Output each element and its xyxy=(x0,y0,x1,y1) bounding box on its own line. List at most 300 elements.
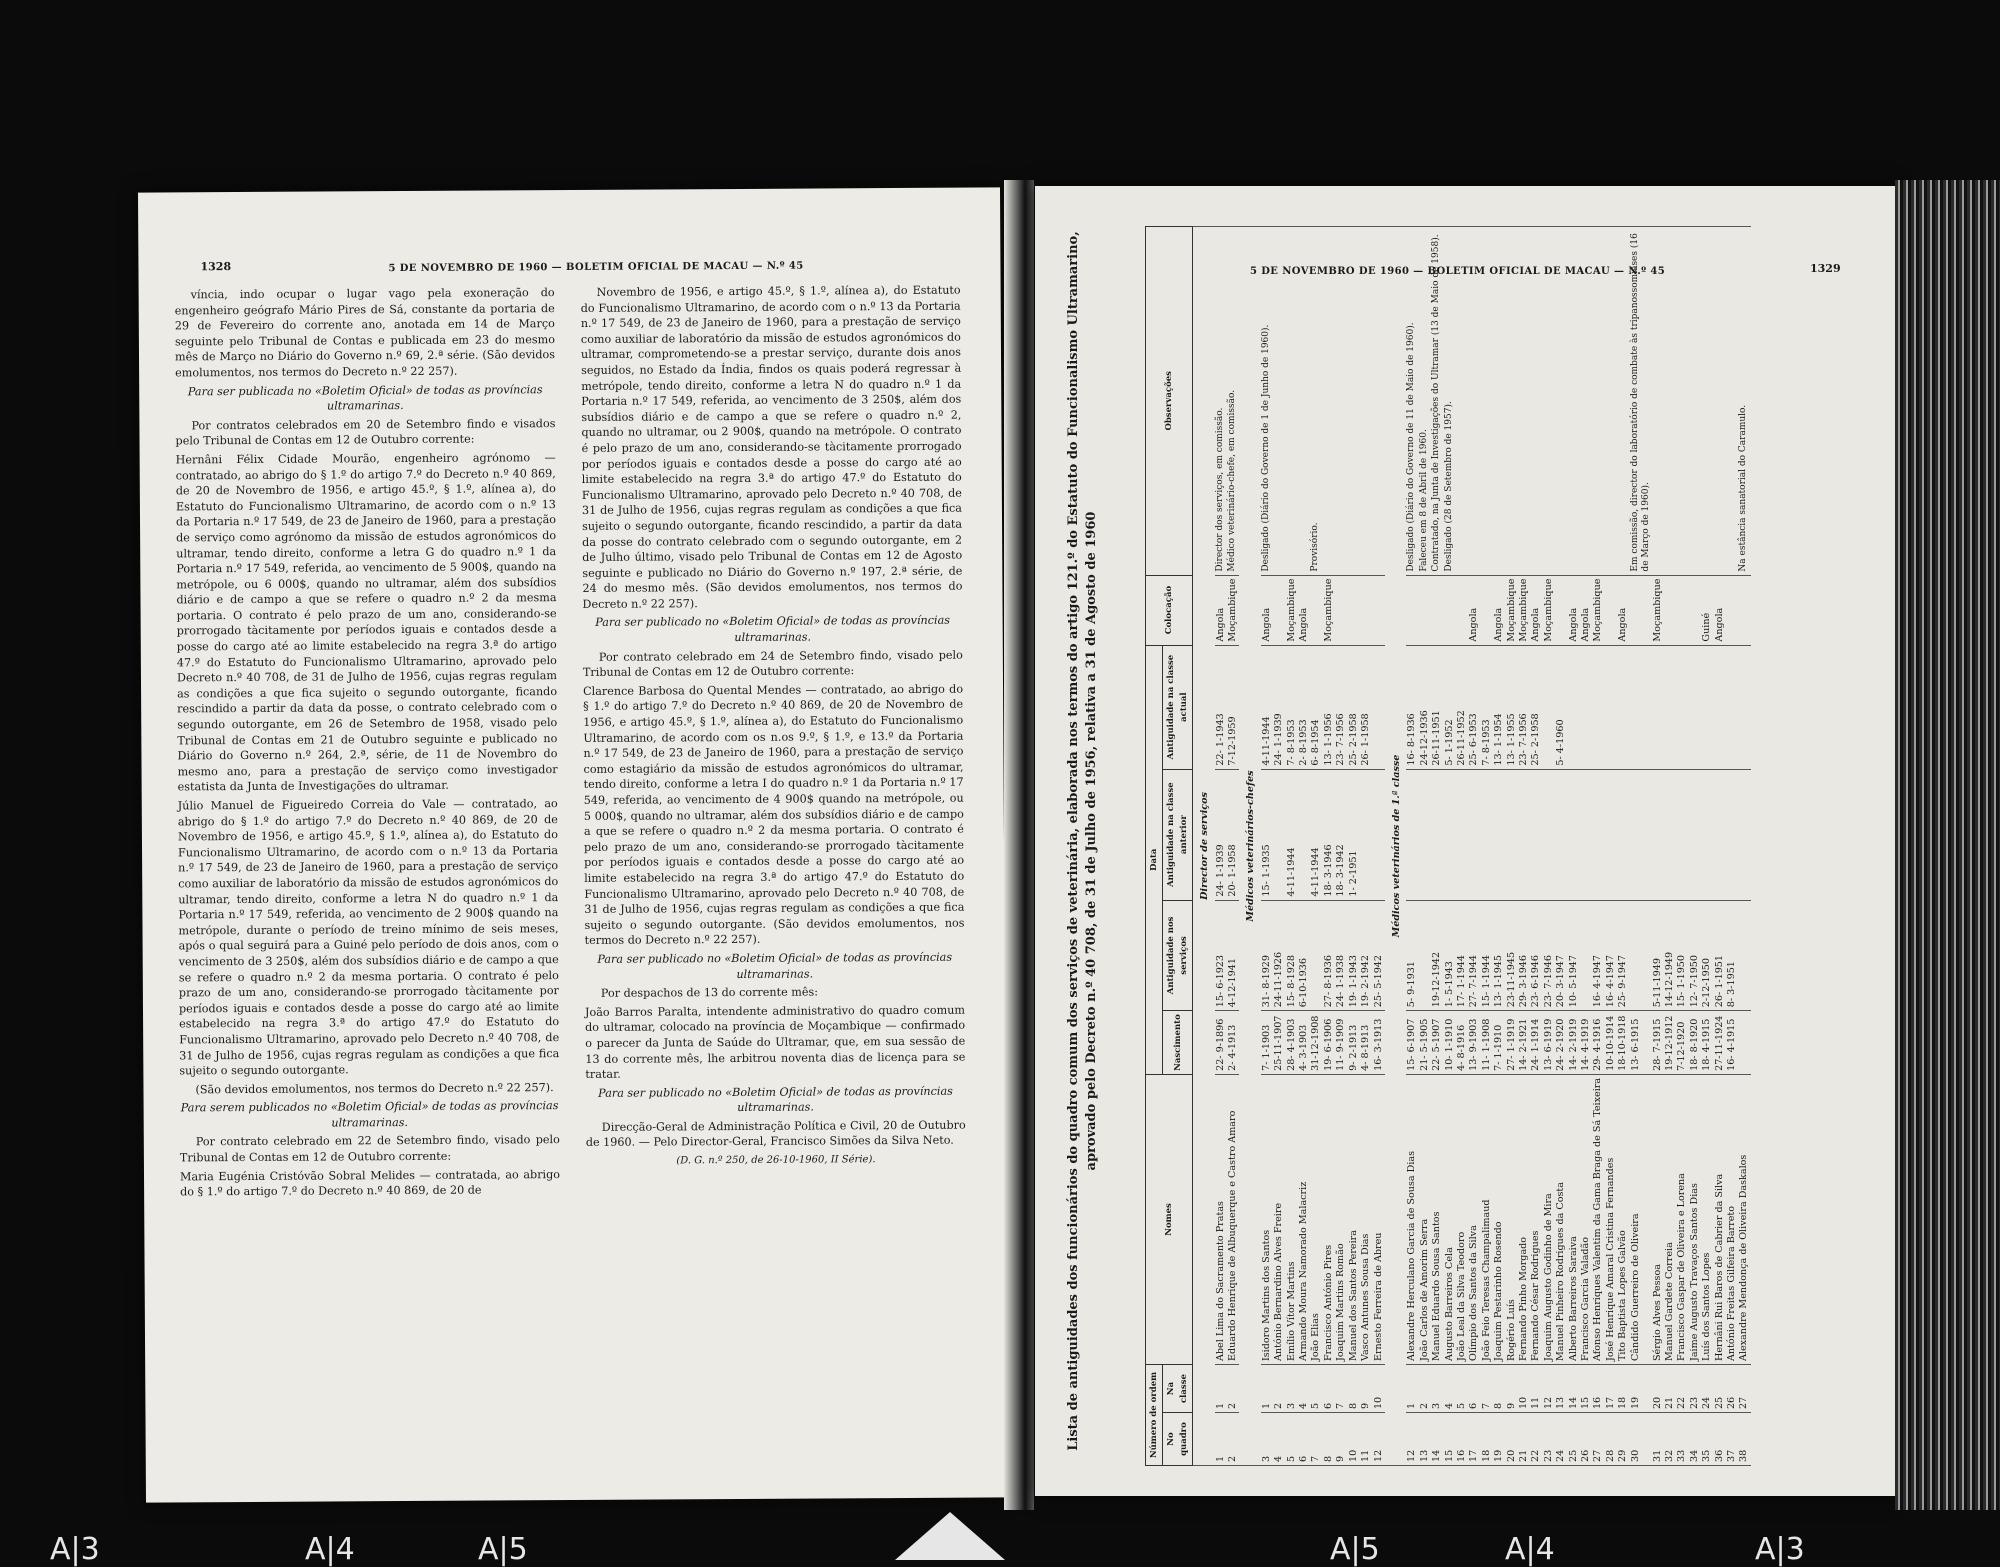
table-body xyxy=(1193,227,1751,1466)
cell-nascimento: 24- 1-1914 xyxy=(1530,1011,1542,1075)
cell-antig-classe-actual xyxy=(1373,645,1385,769)
cell-antig-classe-anterior: 15- 1-1935 xyxy=(1261,769,1273,900)
table-row xyxy=(1543,227,1555,1466)
cell-antig-servicos: 27- 7-1944 xyxy=(1468,900,1480,1011)
cell-observacoes xyxy=(1580,227,1592,576)
section-title: Director de serviços xyxy=(1193,227,1215,1466)
section-heading-row xyxy=(1193,227,1215,1466)
cell-observacoes: Em comissão, director do laboratório de combate às tripanossomíases (16 de Março de 1960). xyxy=(1630,227,1652,576)
cell-observacoes: Contratado, na Junta de Investigações do Ultramar (13 de Maio de 1958). xyxy=(1431,227,1443,576)
cell-no-quadro: 28 xyxy=(1605,1413,1617,1466)
cell-antig-servicos: 23- 6-1946 xyxy=(1530,900,1542,1011)
cell-antig-classe-anterior xyxy=(1298,769,1310,900)
cell-name: João Elias xyxy=(1310,1074,1322,1364)
table-row xyxy=(1481,227,1493,1466)
table-row xyxy=(1592,227,1604,1466)
cell-nascimento: 22- 5-1907 xyxy=(1431,1011,1443,1075)
cell-name: Francisco Gaspar de Oliveira e Lorena xyxy=(1676,1074,1688,1364)
film-wedge xyxy=(895,1512,1005,1560)
paragraph: Júlio Manuel de Figueiredo Correia do Vale — contratado, ao abrigo do § 1.º do artigo 7.º do Decreto n.º 40 869, de 20 de Novembro de 1956, e artigo 45.º, § 1.º, alínea a), do Estatuto do Funcionalismo Ultramarino, de acordo com o n.º 13 da Portaria n.º 17 549, de 23 de Janeiro de 1960, para a prestação de serviço como auxiliar de laboratório da missão de estudos agronómicos do ultramar, tendo direito, conforme a letra N do quadro n.º 1 da Portaria n.º 17 549, referida, ao vencimento de 2 900$ quando na metrópole, durante o período de treino mínimo de seis meses, após o qual seguirá para a Guiné pelo período de dois anos, com o vencimento de 3 250$, além dos subsídios diário e de campo a que se refere o quadro n.º 2 da mesma portaria. O contrato é pelo prazo de um ano, considerando-se prorrogado tàcitamente por períodos iguais e contados desde a posse do cargo até ao limite estabelecido na regra 3.ª do artigo 47.º do Estatuto do Funcionalismo Ultramarino, aprovado pelo Decreto n.º 40 708, de 31 de Julho de 1956, cujas regras regulam as condições a que fica sujeito o segundo outorgante. xyxy=(177,797,560,1078)
cell-antig-servicos: 12- 7-1950 xyxy=(1689,900,1701,1011)
cell-antig-servicos: 19- 1-1943 xyxy=(1348,900,1360,1011)
cell-no-quadro: 16 xyxy=(1456,1413,1468,1466)
cell-nascimento: 13- 6-1915 xyxy=(1630,1011,1652,1075)
cell-nascimento: 2- 4-1913 xyxy=(1227,1011,1239,1075)
cell-no-quadro: 9 xyxy=(1335,1413,1347,1466)
cell-antig-classe-actual: 26-11-1952 xyxy=(1456,645,1468,769)
cell-colocacao xyxy=(1335,575,1347,645)
cell-antig-classe-actual: 25- 2-1958 xyxy=(1348,645,1360,769)
table-row xyxy=(1273,227,1285,1466)
cell-colocacao: Angola xyxy=(1580,575,1592,645)
cell-antig-servicos: 29- 3-1946 xyxy=(1518,900,1530,1011)
cell-antig-classe-anterior xyxy=(1714,769,1726,900)
cell-na-classe: 14 xyxy=(1568,1365,1580,1413)
cell-antig-classe-actual: 26-11-1951 xyxy=(1431,645,1443,769)
cell-antig-classe-actual: 26- 1-1958 xyxy=(1360,645,1372,769)
cell-nascimento xyxy=(1738,1011,1750,1075)
cell-no-quadro: 18 xyxy=(1481,1413,1493,1466)
paragraph: Direcção-Geral de Administração Política e Civil, 20 de Outubro de 1960. — Pelo Director-Geral, Francisco Simões da Silva Neto. xyxy=(585,1118,966,1150)
cell-nascimento: 10-10-1914 xyxy=(1605,1011,1617,1075)
cell-na-classe: 6 xyxy=(1323,1365,1335,1413)
cell-antig-servicos: 25- 5-1942 xyxy=(1373,900,1385,1011)
paragraph: Novembro de 1956, e artigo 45.º, § 1.º, alínea a), do Estatuto do Funcionalismo Ultramarino, de acordo com o n.º 13 da Portaria n.º 17 549, de 23 de Janeiro de 1960, para a prestação de serviço como auxiliar de laboratório da missão de estudos agronómicos do ultramar, comprometendo-se a prestar serviço, durante dois anos seguidos, no Estado da Índia, findos os quais poderá regressar à metrópole, tendo direito, conforme a letra N do quadro n.º 1 da Portaria n.º 17 549, referida, ao vencimento de 3 250$, além dos subsídios diário e de campo a que se refere o quadro n.º 2, quando no ultramar, ou 2 900$, quando na metrópole. O contrato é pelo prazo de um ano, considerando-se tàcitamente prorrogado por períodos iguais e contados desde a posse do cargo até ao limite estabelecido na regra 3.ª do artigo 47.º do Estatuto do Funcionalismo Ultramarino, aprovado pelo Decreto n.º 40 708, de 31 de Julho de 1956, cujas regras regulam as condições a que fica sujeito o segundo outorgante, ficando rescindido, a partir da data da posse do contrato celebrado com o segundo outorgante, em 2 de Julho último, visado pelo Tribunal de Contas em 12 de Agosto seguinte e publicado no Diário do Governo n.º 197, 2.ª série, de 24 do mesmo mês. (São devidos emolumentos, nos termos do Decreto n.º 22 257). xyxy=(580,283,963,611)
cell-colocacao xyxy=(1481,575,1493,645)
cell-name: Fernando César Rodrigues xyxy=(1530,1074,1542,1364)
cell-na-classe: 10 xyxy=(1373,1365,1385,1413)
cell-antig-servicos: 13- 1-1945 xyxy=(1493,900,1505,1011)
cell-antig-classe-anterior xyxy=(1406,769,1418,900)
table-row xyxy=(1310,227,1322,1466)
header-nascimento: Nascimento xyxy=(1163,1011,1193,1075)
cell-observacoes xyxy=(1689,227,1701,576)
table-row xyxy=(1714,227,1726,1466)
film-mark: A|4 xyxy=(305,1532,355,1567)
cell-observacoes xyxy=(1286,227,1298,576)
cell-name: Afonso Henriques Valentim da Gama Braga de Sá Teixeira xyxy=(1592,1074,1604,1364)
paragraph: Para ser publicado no «Boletim Oficial» de todas as províncias ultramarinas. xyxy=(597,950,953,981)
cell-antig-classe-anterior xyxy=(1373,769,1385,900)
cell-nascimento: 13- 9-1903 xyxy=(1468,1011,1480,1075)
cell-observacoes xyxy=(1726,227,1738,576)
cell-antig-servicos: 16- 4-1947 xyxy=(1605,900,1617,1011)
table-row xyxy=(1227,227,1239,1466)
cell-antig-classe-anterior xyxy=(1580,769,1592,900)
cell-colocacao: Moçambique xyxy=(1506,575,1518,645)
cell-antig-classe-anterior xyxy=(1468,769,1480,900)
table-row xyxy=(1323,227,1335,1466)
cell-no-quadro: 11 xyxy=(1360,1413,1372,1466)
cell-antig-classe-actual xyxy=(1689,645,1701,769)
cell-no-quadro: 7 xyxy=(1310,1413,1322,1466)
table-row xyxy=(1605,227,1617,1466)
table-row xyxy=(1456,227,1468,1466)
cell-nascimento: 19- 6-1906 xyxy=(1323,1011,1335,1075)
section-heading-row xyxy=(1385,227,1406,1466)
cell-observacoes: Desligado (Diário do Governo de 11 de Maio de 1960). xyxy=(1406,227,1418,576)
cell-colocacao: Moçambique xyxy=(1323,575,1335,645)
cell-antig-classe-anterior xyxy=(1652,769,1664,900)
cell-colocacao xyxy=(1456,575,1468,645)
table-row xyxy=(1580,227,1592,1466)
header-colocacao: Colocação xyxy=(1146,575,1193,645)
cell-na-classe: 9 xyxy=(1506,1365,1518,1413)
book-gutter xyxy=(1004,180,1034,1510)
cell-name: Augusto Barreiros Cela xyxy=(1444,1074,1456,1364)
cell-name: Manuel Eduardo Sousa Santos xyxy=(1431,1074,1443,1364)
table-row xyxy=(1215,227,1227,1466)
cell-colocacao xyxy=(1406,575,1418,645)
cell-colocacao xyxy=(1605,575,1617,645)
cell-name: Emílio Vítor Martins xyxy=(1286,1074,1298,1364)
cell-colocacao: Angola xyxy=(1215,575,1227,645)
cell-antig-servicos: 2-12-1950 xyxy=(1701,900,1713,1011)
cell-nascimento: 21- 5-1905 xyxy=(1419,1011,1431,1075)
cell-nascimento: 28- 7-1915 xyxy=(1652,1011,1664,1075)
cell-na-classe: 18 xyxy=(1617,1365,1629,1413)
cell-observacoes xyxy=(1676,227,1688,576)
page-number: 1329 xyxy=(1810,262,1841,275)
cell-antig-classe-actual: 5- 1-1952 xyxy=(1444,645,1456,769)
cell-nascimento: 16- 3-1913 xyxy=(1373,1011,1385,1075)
cell-no-quadro: 19 xyxy=(1493,1413,1505,1466)
cell-observacoes xyxy=(1298,227,1310,576)
table-row xyxy=(1617,227,1629,1466)
cell-na-classe: 16 xyxy=(1592,1365,1604,1413)
table-row xyxy=(1738,227,1750,1466)
cell-antig-classe-actual: 25- 2-1958 xyxy=(1530,645,1542,769)
cell-antig-classe-actual: 2- 8-1953 xyxy=(1298,645,1310,769)
paragraph: Por contrato celebrado em 24 de Setembro findo, visado pelo Tribunal de Contas em 12 de Outubro corrente: xyxy=(582,648,963,680)
cell-observacoes: Provisório. xyxy=(1310,227,1322,576)
cell-antig-classe-anterior xyxy=(1738,769,1750,900)
cell-colocacao: Guiné xyxy=(1701,575,1713,645)
cell-nascimento: 4- 3-1903 xyxy=(1298,1011,1310,1075)
cell-colocacao: Moçambique xyxy=(1286,575,1298,645)
cell-no-quadro: 12 xyxy=(1373,1413,1385,1466)
cell-antig-servicos: 16- 4-1947 xyxy=(1592,900,1604,1011)
cell-antig-servicos: 25- 9-1947 xyxy=(1617,900,1629,1011)
cell-antig-classe-anterior xyxy=(1664,769,1676,900)
table-row xyxy=(1530,227,1542,1466)
cell-antig-servicos: 23-11-1945 xyxy=(1506,900,1518,1011)
cell-antig-classe-anterior xyxy=(1726,769,1738,900)
cell-colocacao xyxy=(1348,575,1360,645)
left-column xyxy=(175,285,561,1203)
table-row xyxy=(1555,227,1567,1466)
cell-nascimento: 31-12-1908 xyxy=(1310,1011,1322,1075)
cell-nascimento: 4- 8-1916 xyxy=(1456,1011,1468,1075)
cell-antig-classe-anterior: 20- 1-1958 xyxy=(1227,769,1239,900)
cell-nascimento: 27-11-1924 xyxy=(1714,1011,1726,1075)
cell-antig-classe-actual: 7- 8-1953 xyxy=(1286,645,1298,769)
cell-antig-classe-actual: 25- 6-1953 xyxy=(1468,645,1480,769)
cell-na-classe: 2 xyxy=(1419,1365,1431,1413)
cell-antig-classe-anterior xyxy=(1493,769,1505,900)
cell-observacoes xyxy=(1555,227,1567,576)
cell-na-classe: 6 xyxy=(1468,1365,1480,1413)
cell-no-quadro: 14 xyxy=(1431,1413,1443,1466)
cell-antig-servicos: 26- 1-1951 xyxy=(1714,900,1726,1011)
cell-antig-classe-anterior xyxy=(1617,769,1629,900)
cell-antig-classe-anterior xyxy=(1518,769,1530,900)
table-row xyxy=(1431,227,1443,1466)
cell-name: Manuel Pinheiro Rodrigues da Costa xyxy=(1555,1074,1567,1364)
cell-antig-classe-anterior xyxy=(1689,769,1701,900)
table-row xyxy=(1360,227,1372,1466)
cell-nascimento: 15- 6-1907 xyxy=(1406,1011,1418,1075)
cell-colocacao: Angola xyxy=(1468,575,1480,645)
cell-observacoes xyxy=(1543,227,1555,576)
cell-antig-classe-anterior xyxy=(1456,769,1468,900)
cell-no-quadro: 15 xyxy=(1444,1413,1456,1466)
section-heading-row xyxy=(1239,227,1260,1466)
cell-name: António Freitas Gilfeira Barreto xyxy=(1726,1074,1738,1364)
cell-observacoes xyxy=(1714,227,1726,576)
paragraph: Por contratos celebrados em 20 de Setembro findo e visados pelo Tribunal de Contas em 12 de Outubro corrente: xyxy=(175,416,556,448)
cell-na-classe: 27 xyxy=(1738,1365,1750,1413)
table-row xyxy=(1664,227,1676,1466)
cell-nascimento: 14- 2-1919 xyxy=(1568,1011,1580,1075)
cell-observacoes xyxy=(1273,227,1285,576)
cell-colocacao: Moçambique xyxy=(1518,575,1530,645)
paragraph: Para ser publicada no «Boletim Oficial» de todas as províncias ultramarinas. xyxy=(187,382,543,413)
cell-observacoes xyxy=(1481,227,1493,576)
cell-observacoes xyxy=(1605,227,1617,576)
cell-observacoes xyxy=(1493,227,1505,576)
cell-antig-classe-actual xyxy=(1605,645,1617,769)
cell-nascimento: 7- 1-1903 xyxy=(1261,1011,1273,1075)
cell-no-quadro: 31 xyxy=(1652,1413,1664,1466)
cell-no-quadro: 35 xyxy=(1701,1413,1713,1466)
cell-nascimento: 7- 1-1910 xyxy=(1493,1011,1505,1075)
cell-no-quadro: 3 xyxy=(1261,1413,1273,1466)
cell-antig-classe-anterior xyxy=(1605,769,1617,900)
cell-antig-servicos: 19- 2-1942 xyxy=(1360,900,1372,1011)
cell-colocacao: Angola xyxy=(1493,575,1505,645)
section-title: Médicos veterinários de 1.ª classe xyxy=(1385,227,1406,1466)
cell-antig-classe-anterior xyxy=(1506,769,1518,900)
cell-observacoes: Faleceu em 8 de Abril de 1960. xyxy=(1419,227,1431,576)
cell-no-quadro: 38 xyxy=(1738,1413,1750,1466)
cell-observacoes: Desligado (Diário do Governo de 1 de Junho de 1960). xyxy=(1261,227,1273,576)
cell-antig-servicos: 24- 1-1938 xyxy=(1335,900,1347,1011)
cell-antig-classe-actual: 7-12-1959 xyxy=(1227,645,1239,769)
cell-name: João Leal da Silva Teodoro xyxy=(1456,1074,1468,1364)
cell-name: José Henrique Amaral Cristina Fernandes xyxy=(1605,1074,1617,1364)
cell-antig-servicos: 15- 6-1923 xyxy=(1215,900,1227,1011)
right-column xyxy=(581,283,966,1173)
cell-colocacao xyxy=(1444,575,1456,645)
cell-colocacao xyxy=(1726,575,1738,645)
cell-antig-classe-actual: 13- 1-1956 xyxy=(1323,645,1335,769)
cell-antig-servicos xyxy=(1419,900,1431,1011)
section-title: Médicos veterinários-chefes xyxy=(1239,227,1260,1466)
cell-antig-classe-actual: 7- 8-1953 xyxy=(1481,645,1493,769)
cell-antig-servicos: 5-11-1949 xyxy=(1652,900,1664,1011)
cell-observacoes: Desligado (28 de Setembro de 1957). xyxy=(1444,227,1456,576)
cell-colocacao xyxy=(1555,575,1567,645)
cell-na-classe: 7 xyxy=(1335,1365,1347,1413)
cell-colocacao: Angola xyxy=(1261,575,1273,645)
cell-antig-servicos xyxy=(1580,900,1592,1011)
cell-name: João Carlos de Amorim Serra xyxy=(1419,1074,1431,1364)
cell-name: Vasco Antunes Sousa Dias xyxy=(1360,1074,1372,1364)
table-row xyxy=(1630,227,1652,1466)
cell-na-classe: 2 xyxy=(1273,1365,1285,1413)
cell-na-classe: 8 xyxy=(1493,1365,1505,1413)
table-row xyxy=(1493,227,1505,1466)
cell-na-classe: 4 xyxy=(1444,1365,1456,1413)
cell-observacoes: Director dos serviços, em comissão. xyxy=(1215,227,1227,576)
cell-antig-classe-anterior xyxy=(1360,769,1372,900)
cell-na-classe: 10 xyxy=(1518,1365,1530,1413)
cell-name: Eduardo Henrique de Albuquerque e Castro Amaro xyxy=(1227,1074,1239,1364)
cell-colocacao: Angola xyxy=(1298,575,1310,645)
cell-observacoes xyxy=(1652,227,1664,576)
cell-antig-classe-actual: 13- 1-1954 xyxy=(1493,645,1505,769)
cell-na-classe: 20 xyxy=(1652,1365,1664,1413)
header-no-quadro: No quadro xyxy=(1163,1413,1193,1466)
cell-antig-classe-anterior xyxy=(1555,769,1567,900)
film-mark: A|3 xyxy=(50,1532,100,1567)
cell-na-classe: 19 xyxy=(1630,1365,1652,1413)
cell-observacoes xyxy=(1530,227,1542,576)
cell-nascimento: 11- 1-1908 xyxy=(1481,1011,1493,1075)
table-row xyxy=(1335,227,1347,1466)
left-page xyxy=(138,187,1008,1502)
cell-antig-servicos: 24-11-1926 xyxy=(1273,900,1285,1011)
cell-antig-classe-actual xyxy=(1714,645,1726,769)
cell-nascimento: 14- 2-1921 xyxy=(1518,1011,1530,1075)
cell-antig-classe-anterior xyxy=(1676,769,1688,900)
header-antig-servicos: Antiguidade nos serviços xyxy=(1163,900,1193,1011)
cell-name: António Bernardino Alves Freire xyxy=(1273,1074,1285,1364)
cell-antig-classe-actual: 16- 8-1936 xyxy=(1406,645,1418,769)
cell-name: Manuel Gardete Correia xyxy=(1664,1074,1676,1364)
cell-antig-classe-actual xyxy=(1726,645,1738,769)
cell-nascimento: 4- 8-1913 xyxy=(1360,1011,1372,1075)
cell-no-quadro: 10 xyxy=(1348,1413,1360,1466)
film-mark: A|3 xyxy=(1755,1532,1805,1567)
cell-na-classe: 3 xyxy=(1286,1365,1298,1413)
cell-antig-servicos: 15- 1-1950 xyxy=(1676,900,1688,1011)
film-mark: A|5 xyxy=(1330,1532,1380,1567)
cell-colocacao: Angola xyxy=(1530,575,1542,645)
cell-nascimento: 13- 6-1919 xyxy=(1543,1011,1555,1075)
cell-na-classe: 17 xyxy=(1605,1365,1617,1413)
cell-no-quadro: 24 xyxy=(1555,1413,1567,1466)
cell-no-quadro: 32 xyxy=(1664,1413,1676,1466)
header-na-classe: Na classe xyxy=(1163,1365,1193,1413)
cell-no-quadro: 33 xyxy=(1676,1413,1688,1466)
cell-no-quadro: 8 xyxy=(1323,1413,1335,1466)
cell-observacoes xyxy=(1701,227,1713,576)
paragraph: Para serem publicados no «Boletim Oficial» de todas as províncias ultramarinas. xyxy=(180,1099,559,1130)
cell-colocacao xyxy=(1273,575,1285,645)
cell-no-quadro: 30 xyxy=(1630,1413,1652,1466)
cell-antig-servicos: 15- 1-1944 xyxy=(1481,900,1493,1011)
cell-colocacao xyxy=(1689,575,1701,645)
cell-observacoes xyxy=(1323,227,1335,576)
header-datas: Data xyxy=(1146,645,1163,1074)
cell-antig-classe-anterior xyxy=(1630,769,1652,900)
cell-antig-classe-anterior xyxy=(1530,769,1542,900)
cell-antig-servicos: 27- 8-1936 xyxy=(1323,900,1335,1011)
cell-antig-classe-actual: 4-11-1944 xyxy=(1261,645,1273,769)
film-mark: A|4 xyxy=(1505,1532,1555,1567)
cell-na-classe: 26 xyxy=(1726,1365,1738,1413)
cell-name: Olímpio dos Santos da Silva xyxy=(1468,1074,1480,1364)
cell-antig-classe-actual xyxy=(1580,645,1592,769)
cell-antig-classe-anterior xyxy=(1444,769,1456,900)
page-edges xyxy=(1895,180,2000,1510)
table-row xyxy=(1348,227,1360,1466)
cell-colocacao: Angola xyxy=(1568,575,1580,645)
cell-name: Armando Moura Namorado Malacriz xyxy=(1298,1074,1310,1364)
cell-observacoes xyxy=(1348,227,1360,576)
cell-no-quadro: 17 xyxy=(1468,1413,1480,1466)
cell-antig-classe-actual xyxy=(1617,645,1629,769)
cell-nascimento: 25-11-1907 xyxy=(1273,1011,1285,1075)
cell-antig-classe-actual: 13- 1-1955 xyxy=(1506,645,1518,769)
paragraph: Por contrato celebrado em 22 de Setembro findo, visado pelo Tribunal de Contas em 12 de Outubro corrente: xyxy=(179,1133,560,1165)
paragraph: (São devidos emolumentos, nos termos do Decreto n.º 22 257). xyxy=(195,1080,554,1096)
cell-na-classe: 25 xyxy=(1714,1365,1726,1413)
cell-no-quadro: 27 xyxy=(1592,1413,1604,1466)
cell-antig-classe-actual xyxy=(1652,645,1664,769)
paragraph: víncia, indo ocupar o lugar vago pela exoneração do engenheiro geógrafo Mário Pires de Sá, constante da portaria de 29 de Fevereiro do corrente ano, anotada em 14 de Março seguinte pelo Tribunal de Contas e publicada em 23 do mesmo mês de Março no Diário do Governo n.º 69, 2.ª série. (São devidos emolumentos, nos termos do Decreto n.º 22 257). xyxy=(174,286,556,380)
cell-antig-servicos: 31- 8-1929 xyxy=(1261,900,1273,1011)
cell-colocacao xyxy=(1431,575,1443,645)
cell-observacoes: Médico veterinário-chefe, em comissão. xyxy=(1227,227,1239,576)
cell-no-quadro: 1 xyxy=(1215,1413,1227,1466)
table-row xyxy=(1652,227,1664,1466)
cell-na-classe: 1 xyxy=(1261,1365,1273,1413)
cell-na-classe: 15 xyxy=(1580,1365,1592,1413)
cell-antig-servicos: 5- 9-1931 xyxy=(1406,900,1418,1011)
paragraph: Maria Eugénia Cristóvão Sobral Melides — contratada, ao abrigo do § 1.º do artigo 7.º do Decreto n.º 40 869, de 20 de xyxy=(179,1167,561,1199)
cell-na-classe: 24 xyxy=(1701,1365,1713,1413)
cell-antig-classe-actual xyxy=(1568,645,1580,769)
cell-na-classe: 9 xyxy=(1360,1365,1372,1413)
cell-na-classe: 4 xyxy=(1298,1365,1310,1413)
cell-nascimento: 28- 4-1903 xyxy=(1286,1011,1298,1075)
cell-no-quadro: 34 xyxy=(1689,1413,1701,1466)
cell-antig-servicos xyxy=(1310,900,1322,1011)
paragraph: (D. G. n.º 250, de 26-10-1960, II Série). xyxy=(676,1154,876,1167)
cell-no-quadro: 2 xyxy=(1227,1413,1239,1466)
cell-name: Abel Lima do Sacramento Pratas xyxy=(1215,1074,1227,1364)
right-page xyxy=(1035,186,1895,1496)
cell-nascimento: 14- 4-1919 xyxy=(1580,1011,1592,1075)
running-head: 5 DE NOVEMBRO DE 1960 — BOLETIM OFICIAL DE MACAU — N.º 45 xyxy=(1250,266,1666,277)
cell-colocacao: Moçambique xyxy=(1227,575,1239,645)
cell-antig-classe-anterior: 4-11-1944 xyxy=(1310,769,1322,900)
cell-no-quadro: 4 xyxy=(1273,1413,1285,1466)
cell-colocacao xyxy=(1373,575,1385,645)
cell-no-quadro: 37 xyxy=(1726,1413,1738,1466)
cell-nascimento: 11- 9-1909 xyxy=(1335,1011,1347,1075)
table-row xyxy=(1468,227,1480,1466)
cell-na-classe: 7 xyxy=(1481,1365,1493,1413)
cell-observacoes xyxy=(1373,227,1385,576)
table-row xyxy=(1444,227,1456,1466)
cell-observacoes xyxy=(1456,227,1468,576)
cell-colocacao xyxy=(1419,575,1431,645)
cell-antig-servicos: 6-10-1936 xyxy=(1298,900,1310,1011)
